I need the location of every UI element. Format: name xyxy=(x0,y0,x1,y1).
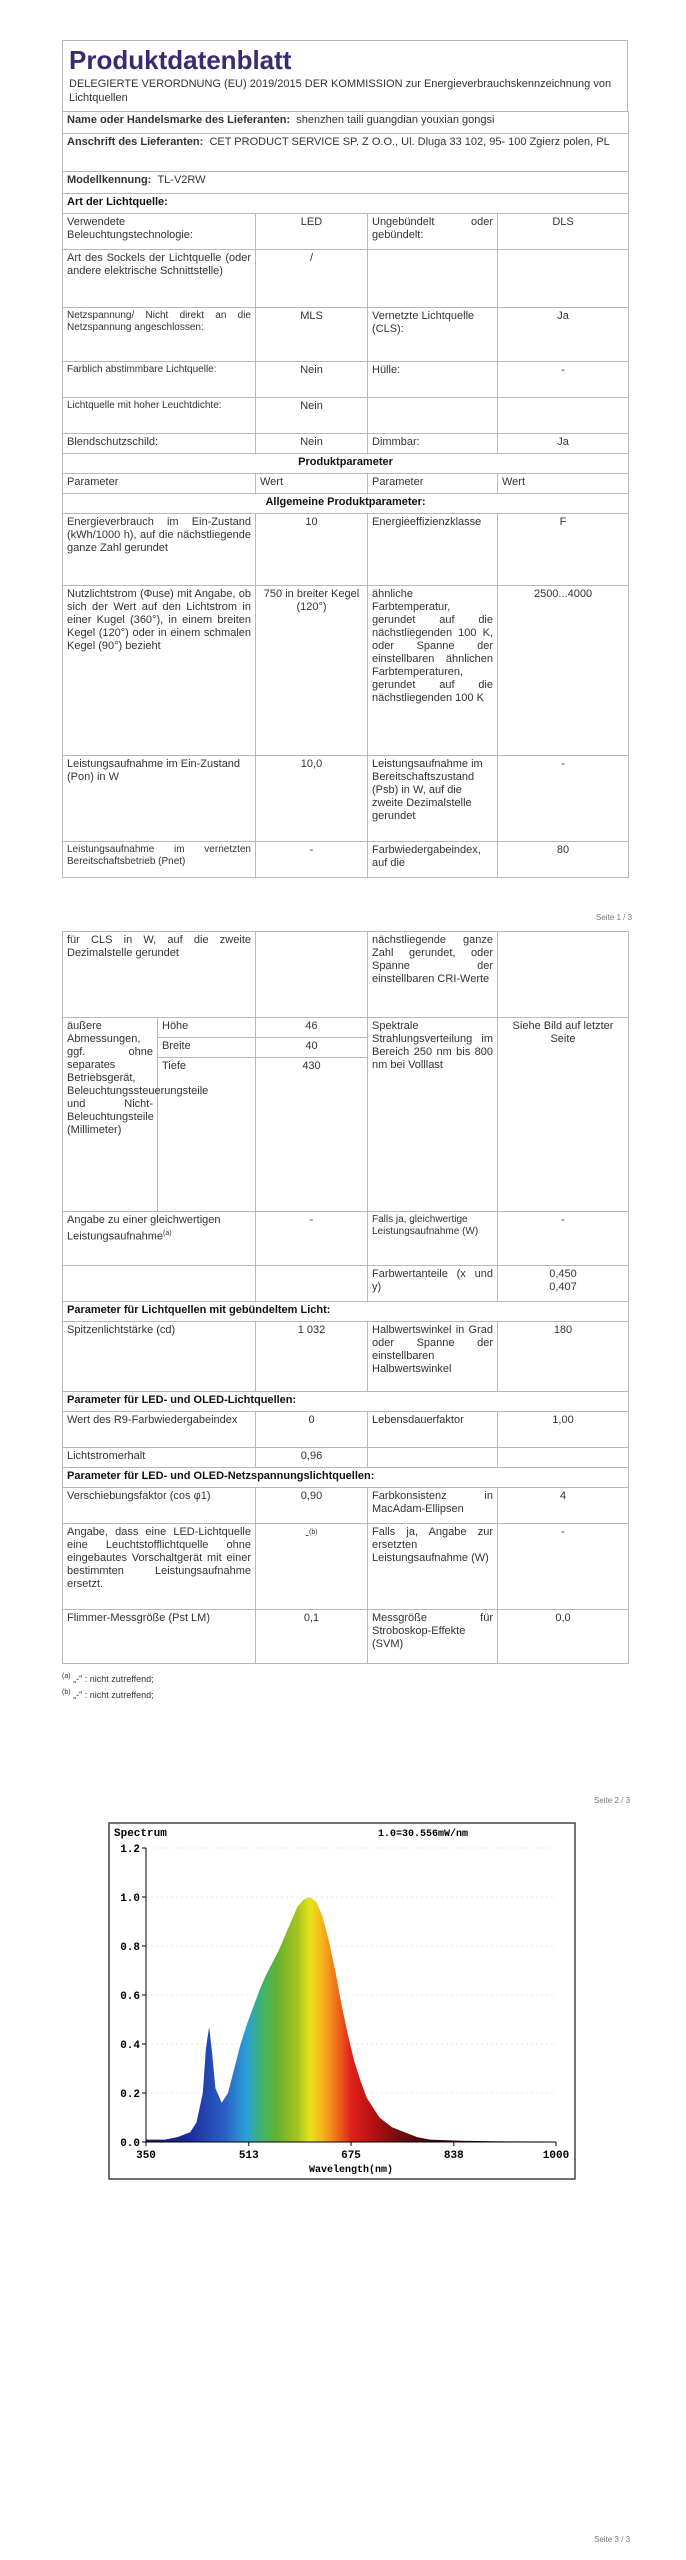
y-tick-label: 0.4 xyxy=(120,2040,140,2052)
standby-label: Leistungsaufnahme im Bereitschaftszustand (Psb) in W, auf die zweite Dezimalstelle gerundet xyxy=(368,756,498,842)
flux-label: Nutzlichtstrom (Φuse) mit Angabe, ob sich der Wert auf den Lichtstrom in einer Kugel (360°), in einem breiten Kegel (120°) oder in einem schmalen Kegel (90°) bezieht xyxy=(63,586,256,756)
page-number: Seite 2 / 3 xyxy=(594,1796,631,1805)
power-on-label: Leistungsaufnahme im Ein-Zustand (Pon) in W xyxy=(63,756,256,842)
r9-value: 0 xyxy=(256,1412,368,1448)
footnote-a: $^{(a)}$ „-" : nicht zutreffend; xyxy=(62,1673,154,1684)
params-title: Produktparameter xyxy=(63,454,629,474)
survival-factor-label: Lebensdauerfaktor xyxy=(368,1412,498,1448)
macadam-label: Farbkonsistenz in MacAdam-Ellipsen xyxy=(368,1488,498,1524)
flicker-label: Flimmer-Messgröße (Pst LM) xyxy=(63,1610,256,1664)
section-title: Art der Lichtquelle: xyxy=(63,194,629,214)
model-value: TL-V2RW xyxy=(157,174,206,186)
y-tick-label: 0.0 xyxy=(120,2138,140,2150)
chart-title: Spectrum xyxy=(114,1828,167,1840)
page-title: Produktdatenblatt xyxy=(69,45,292,75)
chart-annotation: 1.0=30.556mW/nm xyxy=(378,1829,469,1840)
envelope-value: - xyxy=(498,362,629,398)
efficiency-class-value: F xyxy=(498,514,629,586)
peak-intensity-label: Spitzenlichtstärke (cd) xyxy=(63,1322,256,1392)
dimensions-label: äußere Abmessungen, ggf. ohne separates Betriebsgerät, Beleuchtungssteuerungsteile und Nicht-Beleuchtungsteile (Millimeter) xyxy=(63,1018,158,1212)
footnotes xyxy=(62,1670,628,1702)
supplier-name-value: shenzhen taili guangdian youxian gongsi xyxy=(296,114,495,126)
y-tick-label: 0.2 xyxy=(120,2089,140,2101)
page-number: Seite 1 / 3 xyxy=(596,913,633,922)
col-header-value: Wert xyxy=(498,474,629,494)
power-on-value: 10,0 xyxy=(256,756,368,842)
supplier-name-row xyxy=(63,112,629,134)
equiv-power-claim-value: - xyxy=(256,1212,368,1266)
y-tick-label: 1.2 xyxy=(120,1844,140,1856)
high-luminance-label: Lichtquelle mit hoher Leuchtdichte: xyxy=(63,398,256,434)
replacement-claim-label: Angabe, dass eine LED-Lichtquelle eine Leuchtstofflichtquelle ohne eingebautes Vorschaltgerät mit einer bestimmten Leistungsaufnahme ersetzt. xyxy=(63,1524,256,1610)
lumen-maintenance-label: Lichtstromerhalt xyxy=(63,1448,256,1468)
col-header-value: Wert xyxy=(256,474,368,494)
cct-label: ähnliche Farbtemperatur, gerundet auf die nächstliegenden 100 K, oder Spanne der einstellbaren ähnlichen Farbtemperaturen, gerundet auf die nächstliegenden 100 K xyxy=(368,586,498,756)
flicker-value: 0,1 xyxy=(256,1610,368,1664)
efficiency-class-label: Energieeffizienzklasse xyxy=(368,514,498,586)
unbundled-label: Ungebündelt oder gebündelt: xyxy=(368,214,498,250)
x-tick-label: 1000 xyxy=(542,2150,570,2162)
supplier-address-value: CET PRODUCT SERVICE SP. Z O.O., Ul. Dluga 33 102, 95- 100 Zgierz polen, PL xyxy=(209,136,610,148)
socket-label: Art des Sockels der Lichtquelle (oder andere elektrische Schnittstelle) xyxy=(63,250,256,308)
svm-value: 0,0 xyxy=(498,1610,629,1664)
model-row xyxy=(63,172,629,194)
mains-label: Netzspannung/ Nicht direkt an die Netzspannung angeschlossen: xyxy=(63,308,256,362)
energy-on-label: Energieverbrauch im Ein-Zustand (kWh/1000 h), auf die nächstliegende ganze Zahl gerundet xyxy=(63,514,256,586)
equiv-power-claim-label: Angabe zu einer gleichwertigen Leistungsaufnahme$^{(a)}$ xyxy=(63,1212,256,1266)
x-tick-label: 675 xyxy=(341,2150,361,2162)
net-standby-label: Leistungsaufnahme im vernetzten Bereitschaftsbetrieb (Pnet) xyxy=(63,842,256,878)
r9-label: Wert des R9-Farbwiedergabeindex xyxy=(63,1412,256,1448)
mains-value: MLS xyxy=(256,308,368,362)
equiv-power-label: Falls ja, gleichwertige Leistungsaufnahme (W) xyxy=(368,1212,498,1266)
cri-label: Farbwiedergabeindex, auf die xyxy=(368,842,498,878)
y-tick-label: 1.0 xyxy=(120,1893,140,1905)
datasheet-table-2 xyxy=(62,931,629,1664)
net-standby-value: - xyxy=(256,842,368,878)
macadam-value: 4 xyxy=(498,1488,629,1524)
footnote-b: $^{(b)}$ „-" : nicht zutreffend; xyxy=(62,1689,154,1700)
connected-label: Vernetzte Lichtquelle (CLS): xyxy=(368,308,498,362)
x-tick-label: 513 xyxy=(238,2150,259,2162)
width-value: 40 xyxy=(256,1038,368,1058)
standby-value: - xyxy=(498,756,629,842)
used-tech-value: LED xyxy=(256,214,368,250)
width-label: Breite xyxy=(158,1038,256,1058)
energy-on-value: 10 xyxy=(256,514,368,586)
x-axis-label: Wavelength(nm) xyxy=(308,2165,394,2176)
page-number: Seite 3 / 3 xyxy=(594,2535,631,2544)
net-standby-label-cont: für CLS in W, auf die zweite Dezimalstelle gerundet xyxy=(63,932,256,1018)
cri-label-cont: nächstliegende ganze Zahl gerundet, oder Spanne der einstellbaren CRI-Werte xyxy=(368,932,498,1018)
col-header-param: Parameter xyxy=(368,474,498,494)
supplier-address-row xyxy=(63,134,629,172)
peak-intensity-value: 1 032 xyxy=(256,1322,368,1392)
tunable-value: Nein xyxy=(256,362,368,398)
spd-label: Spektrale Strahlungsverteilung im Bereich 250 nm bis 800 nm bei Volllast xyxy=(368,1018,498,1212)
power-factor-value: 0,90 xyxy=(256,1488,368,1524)
regulation-text: DELEGIERTE VERORDNUNG (EU) 2019/2015 DER KOMMISSION zur Energieverbrauchskennzeichnung von Lichtquellen xyxy=(69,78,612,104)
datasheet-table-1 xyxy=(62,111,629,878)
datasheet-header xyxy=(62,40,628,111)
cri-value: 80 xyxy=(498,842,629,878)
replacement-power-label: Falls ja, Angabe zur ersetzten Leistungsaufnahme (W) xyxy=(368,1524,498,1610)
lumen-maintenance-value: 0,96 xyxy=(256,1448,368,1468)
chromaticity-value: 0,450 0,407 xyxy=(498,1266,629,1302)
flux-value: 750 in breiter Kegel (120°) xyxy=(256,586,368,756)
antiglare-label: Blendschutzschild: xyxy=(63,434,256,454)
envelope-label: Hülle: xyxy=(368,362,498,398)
datasheet-page-2 xyxy=(62,931,628,1702)
height-label: Höhe xyxy=(158,1018,256,1038)
dls-section-title: Parameter für Lichtquellen mit gebündeltem Licht: xyxy=(63,1302,629,1322)
y-tick-label: 0.8 xyxy=(120,1942,140,1954)
x-tick-label: 838 xyxy=(443,2150,464,2162)
led-section-title: Parameter für LED- und OLED-Lichtquellen: xyxy=(63,1392,629,1412)
replacement-claim-value: -$^{(b)}$ xyxy=(256,1524,368,1610)
spd-value: Siehe Bild auf letzter Seite xyxy=(498,1018,629,1212)
cct-value: 2500...4000 xyxy=(498,586,629,756)
socket-value: / xyxy=(256,250,368,308)
supplier-name-label: Name oder Handelsmarke des Lieferanten: xyxy=(67,114,291,126)
dimmable-label: Dimmbar: xyxy=(368,434,498,454)
survival-factor-value: 1,00 xyxy=(498,1412,629,1448)
general-params-title: Allgemeine Produktparameter: xyxy=(63,494,629,514)
dimmable-value: Ja xyxy=(498,434,629,454)
unbundled-value: DLS xyxy=(498,214,629,250)
power-factor-label: Verschiebungsfaktor (cos φ1) xyxy=(63,1488,256,1524)
chromaticity-label: Farbwertanteile (x und y) xyxy=(368,1266,498,1302)
replacement-power-value: - xyxy=(498,1524,629,1610)
beam-angle-value: 180 xyxy=(498,1322,629,1392)
supplier-address-label: Anschrift des Lieferanten: xyxy=(67,136,204,148)
antiglare-value: Nein xyxy=(256,434,368,454)
tunable-label: Farblich abstimmbare Lichtquelle: xyxy=(63,362,256,398)
mains-section-title: Parameter für LED- und OLED-Netzspannungslichtquellen: xyxy=(63,1468,629,1488)
used-tech-label: Verwendete Beleuchtungstechnologie: xyxy=(63,214,256,250)
model-label: Modellkennung: xyxy=(67,174,152,186)
height-value: 46 xyxy=(256,1018,368,1038)
depth-value: 430 xyxy=(256,1058,368,1212)
equiv-power-value: - xyxy=(498,1212,629,1266)
col-header-param: Parameter xyxy=(63,474,256,494)
connected-value: Ja xyxy=(498,308,629,362)
svm-label: Messgröße für Stroboskop-Effekte (SVM) xyxy=(368,1610,498,1664)
spectrum-chart xyxy=(108,1822,576,2180)
datasheet-page-1 xyxy=(62,40,628,878)
beam-angle-label: Halbwertswinkel in Grad oder Spanne der einstellbaren Halbwertswinkel xyxy=(368,1322,498,1392)
y-tick-label: 0.6 xyxy=(120,1991,140,2003)
depth-label: Tiefe xyxy=(158,1058,256,1212)
high-luminance-value: Nein xyxy=(256,398,368,434)
x-tick-label: 350 xyxy=(136,2150,156,2162)
